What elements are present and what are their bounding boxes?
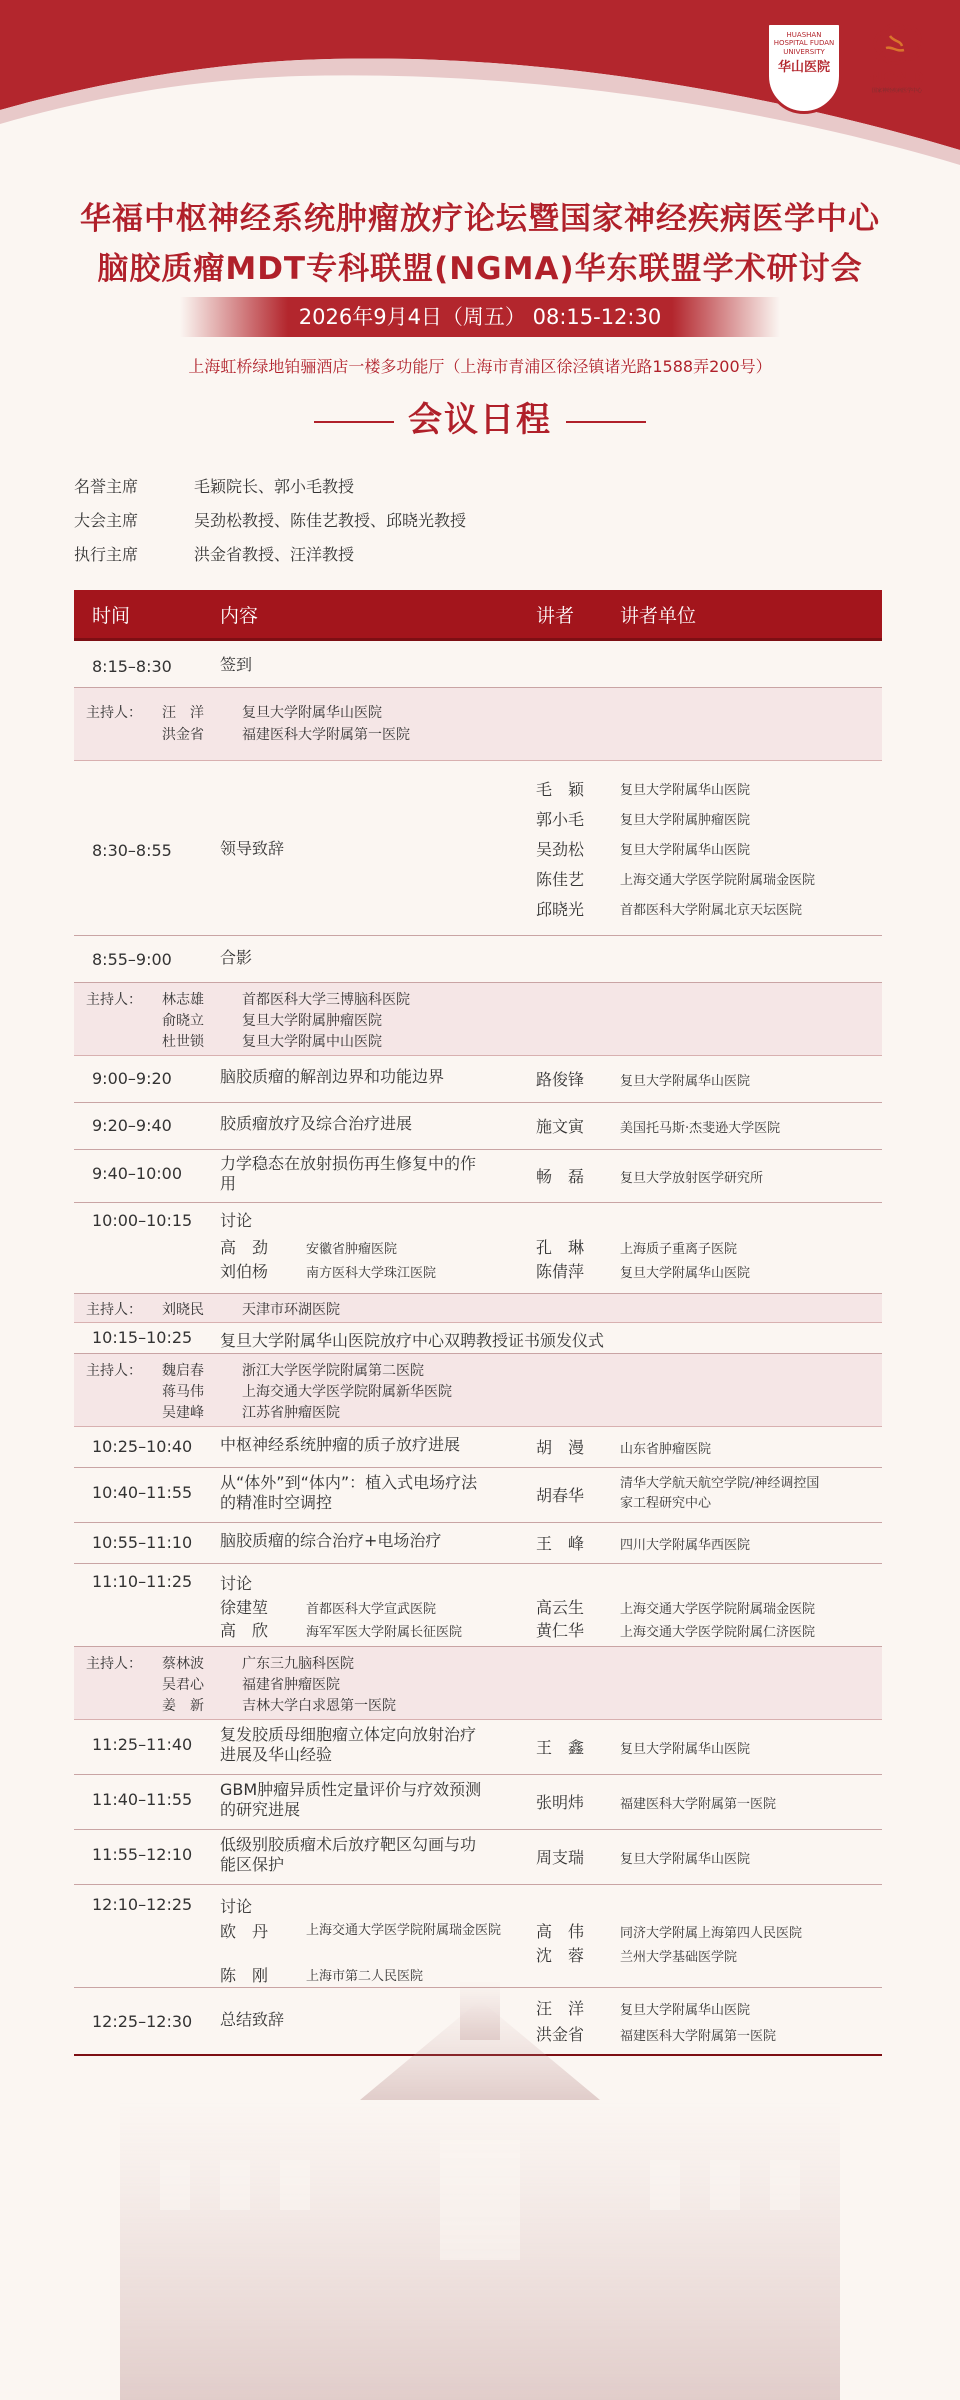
row-content: 总结致辞 xyxy=(220,2010,285,2029)
host-label: 主持人： xyxy=(86,705,142,721)
host-unit: 广东三九脑科医院 xyxy=(242,1656,354,1672)
chair-role: 名誉主席 xyxy=(74,477,139,496)
crest-en-label: HUASHAN HOSPITAL FUDAN UNIVERSITY xyxy=(773,31,835,56)
row-time: 8:55–9:00 xyxy=(92,950,172,969)
row-time: 10:15–10:25 xyxy=(92,1328,193,1347)
row-unit: 福建医科大学附属第一医院 xyxy=(620,2029,777,2044)
table-header xyxy=(74,590,882,641)
section-title xyxy=(0,392,960,441)
host-name: 洪金省 xyxy=(162,727,204,743)
header-unit: 讲者单位 xyxy=(620,604,697,627)
host-unit: 天津市环湖医院 xyxy=(242,1302,340,1318)
host-label: 主持人： xyxy=(86,1363,142,1379)
host-row xyxy=(74,1294,882,1323)
row-unit: 美国托马斯·杰斐逊大学医院 xyxy=(620,1121,781,1136)
ncnd-logo xyxy=(862,22,932,94)
row-unit: 同济大学附属上海第四人民医院 xyxy=(620,1926,803,1941)
section-title-text: 会议日程 xyxy=(408,400,552,440)
row-speaker: 陈倩萍 xyxy=(536,1262,585,1281)
host-unit: 福建省肿瘤医院 xyxy=(242,1677,340,1693)
row-time: 11:10–11:25 xyxy=(92,1572,193,1591)
row-unit: 上海交通大学医学院附属瑞金医院 xyxy=(620,1602,816,1617)
discussant-unit: 海军军医大学附属长征医院 xyxy=(306,1625,463,1640)
row-time: 11:40–11:55 xyxy=(92,1790,193,1809)
row-unit: 复旦大学放射医学研究所 xyxy=(620,1171,764,1186)
table-row xyxy=(74,1427,882,1468)
row-time: 11:55–12:10 xyxy=(92,1845,193,1864)
ncnd-sub-label: 国家神经疾病医学中心 xyxy=(871,88,922,94)
row-speaker: 畅 磊 xyxy=(536,1167,585,1186)
row-speaker: 邱晓光 xyxy=(536,900,585,919)
row-speaker: 孔 琳 xyxy=(536,1238,585,1257)
crest-cn-label: 华山医院 xyxy=(777,60,830,76)
row-speaker: 周支瑞 xyxy=(536,1848,585,1867)
host-unit: 上海交通大学医学院附属新华医院 xyxy=(242,1384,452,1400)
row-content: 签到 xyxy=(220,655,253,674)
host-name: 俞晓立 xyxy=(162,1013,204,1029)
host-name: 杜世锁 xyxy=(162,1034,204,1050)
row-content: 复旦大学附属华山医院放疗中心双聘教授证书颁发仪式 xyxy=(220,1331,605,1350)
discussant-name: 陈 刚 xyxy=(220,1966,269,1985)
host-unit: 复旦大学附属中山医院 xyxy=(242,1034,382,1050)
row-unit: 上海交通大学医学院附属瑞金医院 xyxy=(620,873,816,888)
building-illustration xyxy=(0,1960,960,2400)
row-time: 9:00–9:20 xyxy=(92,1069,172,1088)
host-name: 蒋马伟 xyxy=(162,1384,204,1400)
host-name: 林志雄 xyxy=(162,992,204,1008)
row-time: 8:15–8:30 xyxy=(92,657,172,676)
host-name: 蔡林波 xyxy=(162,1656,204,1672)
host-name: 魏启春 xyxy=(162,1363,204,1379)
row-content: 从“体外”到“体内”：植入式电场疗法的精准时空调控 xyxy=(220,1473,478,1512)
row-unit: 上海交通大学医学院附属仁济医院 xyxy=(620,1625,816,1640)
row-unit: 复旦大学附属华山医院 xyxy=(620,1266,751,1281)
row-speaker: 汪 洋 xyxy=(536,1999,585,2018)
brain-icon xyxy=(870,22,924,68)
discussant-unit: 安徽省肿瘤医院 xyxy=(306,1242,398,1257)
host-row xyxy=(74,688,882,761)
host-row xyxy=(74,1354,882,1427)
host-name: 吴建峰 xyxy=(162,1405,204,1421)
chair-row xyxy=(74,508,466,542)
row-unit: 复旦大学附属华山医院 xyxy=(620,783,751,798)
chair-role: 大会主席 xyxy=(74,511,139,530)
row-unit: 复旦大学附属肿瘤医院 xyxy=(620,813,751,828)
row-time: 10:40–11:55 xyxy=(92,1483,193,1502)
row-unit: 复旦大学附属华山医院 xyxy=(620,1742,751,1757)
schedule-table xyxy=(74,590,882,2056)
title-rule-right xyxy=(566,421,646,423)
discussant-unit: 上海交通大学医学院附属瑞金医院 xyxy=(306,1923,502,1938)
row-time: 11:25–11:40 xyxy=(92,1735,193,1754)
host-name: 汪 洋 xyxy=(162,705,204,721)
title-rule-left xyxy=(314,421,394,423)
row-speaker: 高 伟 xyxy=(536,1922,585,1941)
row-content: 胶质瘤放疗及综合治疗进展 xyxy=(220,1114,413,1133)
row-speaker: 高云生 xyxy=(536,1598,585,1617)
discussant-unit: 上海市第二人民医院 xyxy=(306,1969,424,1984)
table-row xyxy=(74,1775,882,1830)
chairs-list xyxy=(74,474,466,576)
row-speaker: 陈佳艺 xyxy=(536,870,585,889)
table-row xyxy=(74,1720,882,1775)
chair-role: 执行主席 xyxy=(74,545,139,564)
row-speaker: 张明炜 xyxy=(536,1793,585,1812)
row-time: 10:00–10:15 xyxy=(92,1211,193,1230)
row-unit: 复旦大学附属华山医院 xyxy=(620,2003,751,2018)
table-row xyxy=(74,1103,882,1150)
row-content: 脑胶质瘤的综合治疗+电场治疗 xyxy=(220,1531,442,1550)
row-time: 10:55–11:10 xyxy=(92,1533,193,1552)
row-speaker: 郭小毛 xyxy=(536,810,585,829)
header-content: 内容 xyxy=(220,604,259,627)
discussant-name: 欧 丹 xyxy=(220,1922,269,1941)
row-speaker: 沈 蓉 xyxy=(536,1946,585,1965)
host-label: 主持人： xyxy=(86,1656,142,1672)
host-unit: 浙江大学医学院附属第二医院 xyxy=(242,1363,424,1379)
header-logos xyxy=(766,22,932,114)
host-row xyxy=(74,1647,882,1720)
table-row xyxy=(74,1056,882,1103)
row-speaker: 黄仁华 xyxy=(536,1621,585,1640)
host-name: 刘晓民 xyxy=(162,1302,204,1318)
discussant-name: 高 欣 xyxy=(220,1621,269,1640)
row-speaker: 施文寅 xyxy=(536,1117,585,1136)
chair-row xyxy=(74,542,466,576)
row-content: 低级别胶质瘤术后放疗靶区勾画与功能区保护 xyxy=(220,1835,477,1874)
row-content: 领导致辞 xyxy=(220,839,285,858)
row-speaker: 胡春华 xyxy=(536,1486,585,1505)
chair-names: 洪金省教授、汪洋教授 xyxy=(194,545,355,564)
discussant-name: 高 劲 xyxy=(220,1238,269,1257)
row-time: 9:40–10:00 xyxy=(92,1164,183,1183)
title-line-1: 华福中枢神经系统肿瘤放疗论坛暨国家神经疾病医学中心 xyxy=(80,201,880,237)
table-row xyxy=(74,1323,882,1354)
host-unit: 首都医科大学三博脑科医院 xyxy=(242,992,410,1008)
table-row xyxy=(74,1203,882,1294)
row-content: 中枢神经系统肿瘤的质子放疗进展 xyxy=(220,1435,461,1454)
discussant-unit: 南方医科大学珠江医院 xyxy=(306,1266,437,1281)
row-unit: 山东省肿瘤医院 xyxy=(620,1442,712,1457)
row-content: 讨论 xyxy=(220,1897,253,1916)
row-unit: 兰州大学基础医学院 xyxy=(620,1950,738,1965)
row-content: 合影 xyxy=(220,948,253,967)
host-row xyxy=(74,983,882,1056)
table-row xyxy=(74,1523,882,1564)
row-time: 12:25–12:30 xyxy=(92,2012,193,2031)
row-unit: 上海质子重离子医院 xyxy=(620,1242,738,1257)
row-unit: 复旦大学附属华山医院 xyxy=(620,843,751,858)
row-speaker: 洪金省 xyxy=(536,2025,585,2044)
row-speaker: 王 鑫 xyxy=(536,1738,585,1757)
row-speaker: 路俊锋 xyxy=(536,1070,585,1089)
row-time: 9:20–9:40 xyxy=(92,1116,172,1135)
host-label: 主持人： xyxy=(86,992,142,1008)
host-unit: 江苏省肿瘤医院 xyxy=(242,1405,340,1421)
table-row xyxy=(74,1564,882,1647)
table-row xyxy=(74,1830,882,1885)
venue: 上海虹桥绿地铂骊酒店一楼多功能厅（上海市青浦区徐泾镇诸光路1588弄200号） xyxy=(188,357,772,376)
chair-names: 毛颖院长、郭小毛教授 xyxy=(194,477,355,496)
discussant-unit: 首都医科大学宣武医院 xyxy=(306,1602,437,1617)
header-time: 时间 xyxy=(92,604,131,627)
host-label: 主持人： xyxy=(86,1302,142,1318)
row-unit: 清华大学航天航空学院/神经调控国家工程研究中心 xyxy=(620,1476,820,1511)
row-speaker: 吴劲松 xyxy=(536,840,585,859)
row-speaker: 王 峰 xyxy=(536,1534,585,1553)
row-speaker: 毛 颖 xyxy=(536,780,585,799)
header-speaker: 讲者 xyxy=(536,604,575,627)
ncnd-label: NCND xyxy=(869,68,925,87)
title-line-2: 脑胶质瘤MDT专科联盟(NGMA)华东联盟学术研讨会 xyxy=(97,251,863,287)
host-name: 吴君心 xyxy=(162,1677,204,1693)
chair-names: 吴劲松教授、陈佳艺教授、邱晓光教授 xyxy=(194,511,467,530)
row-unit: 四川大学附属华西医院 xyxy=(620,1538,751,1553)
table-row xyxy=(74,936,882,983)
host-unit: 吉林大学白求恩第一医院 xyxy=(242,1698,396,1714)
huashan-hospital-logo xyxy=(766,22,842,114)
host-name: 姜 新 xyxy=(162,1698,204,1714)
row-time: 12:10–12:25 xyxy=(92,1895,193,1914)
row-time: 10:25–10:40 xyxy=(92,1437,193,1456)
host-unit: 福建医科大学附属第一医院 xyxy=(242,727,410,743)
row-content: GBM肿瘤异质性定量评价与疗效预测的研究进展 xyxy=(220,1780,482,1819)
table-row xyxy=(74,1150,882,1203)
host-unit: 复旦大学附属肿瘤医院 xyxy=(242,1013,382,1029)
row-unit: 复旦大学附属华山医院 xyxy=(620,1074,751,1089)
row-speaker: 胡 漫 xyxy=(536,1438,585,1457)
date-bar: 2026年9月4日（周五） 08:15-12:30 xyxy=(180,297,780,337)
row-time: 8:30–8:55 xyxy=(92,841,172,860)
host-unit: 复旦大学附属华山医院 xyxy=(242,705,382,721)
discussant-name: 徐建堃 xyxy=(220,1598,269,1617)
row-unit: 福建医科大学附属第一医院 xyxy=(620,1797,777,1812)
row-content: 讨论 xyxy=(220,1211,253,1230)
row-content: 脑胶质瘤的解剖边界和功能边界 xyxy=(220,1067,445,1086)
discussant-name: 刘伯杨 xyxy=(220,1262,269,1281)
row-content: 复发胶质母细胞瘤立体定向放射治疗进展及华山经验 xyxy=(220,1725,477,1764)
row-unit: 复旦大学附属华山医院 xyxy=(620,1852,751,1867)
table-row xyxy=(74,761,882,936)
row-unit: 首都医科大学附属北京天坛医院 xyxy=(620,903,803,918)
table-row xyxy=(74,641,882,688)
chair-row xyxy=(74,474,466,508)
row-content: 力学稳态在放射损伤再生修复中的作用 xyxy=(220,1154,477,1193)
row-content: 讨论 xyxy=(220,1574,253,1593)
table-row xyxy=(74,1468,882,1523)
